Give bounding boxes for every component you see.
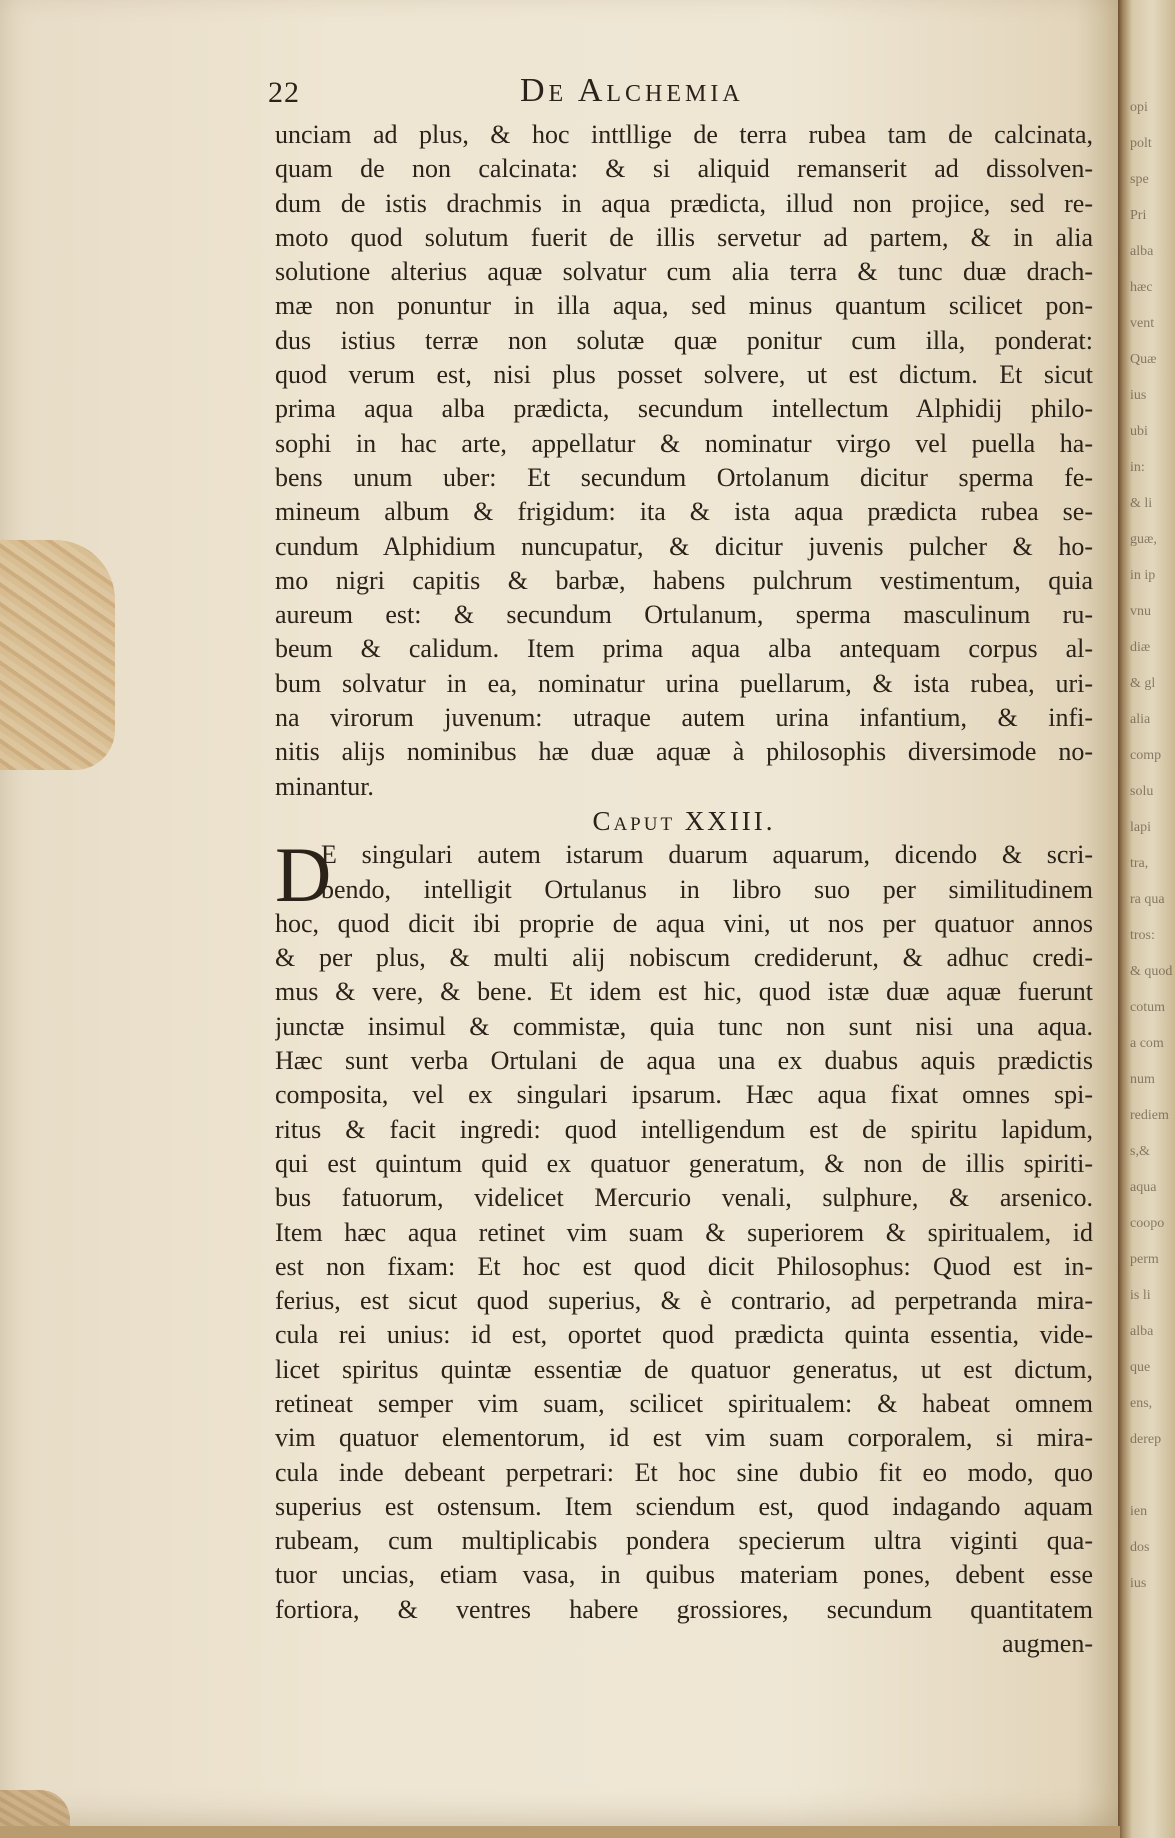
text-line: prima aqua alba prædicta, secundum intellectum Alphidij philo-	[275, 394, 1093, 424]
facing-page-fragments: opi polt spe Pri alba hæc vent Quæ ius ubi in: & li guæ, in ip vnu diæ & gl alia comp solu lapi tra, ra qua tros: & quod cotum a com num rediem s,& aqua coopo perm is li alba que ens, derep ien dos ius	[1130, 100, 1173, 1591]
page-number: 22	[268, 76, 300, 109]
text-line: bens unum uber: Et secundum Ortolanum dicitur sperma fe-	[275, 462, 1093, 492]
text-line: bus fatuorum, videlicet Mercurio venali, sulphure, & arsenico.	[275, 1183, 1093, 1213]
text-line: na virorum juvenum: utraque autem urina infantium, & infi-	[275, 703, 1093, 733]
text-line: qui est quintum quid ex quatuor generatum, & non de illis spiriti-	[275, 1148, 1093, 1178]
catchword: augmen-	[1002, 1629, 1093, 1659]
text-line: rubeam, cum multiplicabis pondera specierum ultra viginti qua-	[275, 1526, 1093, 1556]
text-line: bum solvatur in ea, nominatur urina puellarum, & ista rubea, uri-	[275, 668, 1093, 698]
text-line: superius est ostensum. Item sciendum est, quod indagando aquam	[275, 1491, 1093, 1521]
body-text	[275, 118, 1093, 1661]
text-line: composita, vel ex singulari ipsarum. Hæc aqua fixat omnes spi-	[275, 1080, 1093, 1110]
running-head	[268, 72, 1088, 118]
text-line: fortiora, & ventres habere grossiores, secundum quantitatem	[275, 1594, 1093, 1624]
text-line: Hæc sunt verba Ortulani de aqua una ex duabus aquis prædictis	[275, 1046, 1093, 1076]
text-line: mineum album & frigidum: ita & ista aqua prædicta rubea se-	[275, 497, 1093, 527]
text-line: junctæ insimul & commistæ, quia tunc non sunt nisi una aqua.	[275, 1011, 1093, 1041]
text-line: beum & calidum. Item prima aqua alba antequam corpus al-	[275, 634, 1093, 664]
text-line: quod verum est, nisi plus posset solvere, ut est dictum. Et sicut	[275, 360, 1093, 390]
text-line: dus istius terræ non solutæ quæ ponitur cum illa, ponderat:	[275, 325, 1093, 355]
text-line: cula rei unius: id est, oportet quod prædicta quinta essentia, vide-	[275, 1320, 1093, 1350]
running-title: De Alchemia	[520, 72, 744, 109]
text-line: licet spiritus quintæ essentiæ de quatuor generatus, ut est dictum,	[275, 1354, 1093, 1384]
text-line: unciam ad plus, & hoc inttllige de terra rubea tam de calcinata,	[275, 120, 1093, 149]
text-line: hoc, quod dicit ibi proprie de aqua vini, ut nos per quatuor annos	[275, 908, 1093, 938]
text-line: sophi in hac arte, appellatur & nominatur virgo vel puella ha-	[275, 428, 1093, 458]
text-line: ferius, est sicut quod superius, & è contrario, ad perpetranda mira-	[275, 1286, 1093, 1316]
text-line: Item hæc aqua retinet vim suam & superiorem & spiritualem, id	[275, 1217, 1093, 1247]
text-line: ritus & facit ingredi: quod intelligendum est de spiritu lapidum,	[275, 1114, 1093, 1144]
text-line: cula inde debeant perpetrari: Et hoc sine dubio fit eo modo, quo	[275, 1457, 1093, 1487]
text-line: minantur.	[275, 771, 374, 801]
text-line: quam de non calcinata: & si aliquid remanserit ad dissolven-	[275, 154, 1093, 184]
text-line: dum de istis drachmis in aqua prædicta, illud non projice, sed re-	[275, 188, 1093, 218]
page-bottom-edge	[0, 1826, 1120, 1838]
paper-stain	[0, 540, 115, 770]
paragraph-2	[275, 831, 1093, 1627]
drop-cap: D	[275, 831, 332, 918]
text-line: bendo, intelligit Ortulanus in libro suo per similitudinem	[321, 874, 1093, 904]
paragraph-1	[275, 118, 1093, 804]
text-line: moto quod solutum fuerit de illis servetur ad partem, & in alia	[275, 222, 1093, 252]
text-line: tuor uncias, etiam vasa, in quibus materiam pones, debent esse	[275, 1560, 1093, 1590]
text-line: nitis alijs nominibus hæ duæ aquæ à philosophis diversimode no-	[275, 737, 1093, 767]
text-line: & per plus, & multi alij nobiscum crediderunt, & adhuc credi-	[275, 943, 1093, 973]
text-line: vim quatuor elementorum, id est vim suam corporalem, si mira-	[275, 1423, 1093, 1453]
text-line: mæ non ponuntur in illa aqua, sed minus quantum scilicet pon-	[275, 291, 1093, 321]
text-line: E singulari autem istarum duarum aquarum, dicendo & scri-	[321, 840, 1093, 870]
text-line: mus & vere, & bene. Et idem est hic, quod istæ duæ aquæ fuerunt	[275, 977, 1093, 1007]
text-line: solutione alterius aquæ solvatur cum alia terra & tunc duæ drach-	[275, 257, 1093, 287]
text-line: cundum Alphidium nuncupatur, & dicitur juvenis pulcher & ho-	[275, 531, 1093, 561]
text-line: retineat semper vim suam, scilicet spiritualem: & habeat omnem	[275, 1388, 1093, 1418]
text-line: est non fixam: Et hoc est quod dicit Philosophus: Quod est in-	[275, 1251, 1093, 1281]
chapter-heading: Caput XXIII.	[592, 805, 776, 836]
text-line: aureum est: & secundum Ortulanum, sperma masculinum ru-	[275, 600, 1093, 630]
text-line: mo nigri capitis & barbæ, habens pulchrum vestimentum, quia	[275, 565, 1093, 595]
